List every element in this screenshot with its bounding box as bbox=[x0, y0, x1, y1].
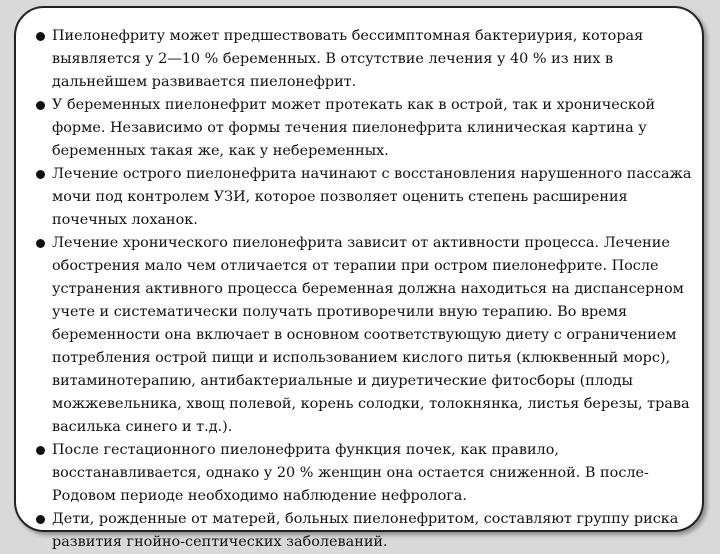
paragraph-text: Пиелонефриту может предшествовать бессимптомная бактериурия, которая выявляется у 2—10 % беременных. В отсутствие лечения у 40 % из них в дальнейшем развивается пиелонефрит. bbox=[52, 28, 644, 90]
bullet-dot-icon bbox=[36, 170, 45, 179]
paragraph-text: У беременных пиелонефрит может протекать как в острой, так и хронической форме. Независимо от формы течения пиелонефрита клиническая картина у беременных такая же, как у небеременных. bbox=[52, 97, 656, 159]
bullet-paragraph-1 bbox=[36, 25, 704, 94]
bullet-dot-icon bbox=[36, 446, 45, 455]
paragraph-text: Лечение хронического пиелонефрита зависит от активности процесса. Лечение обострения мало чем отличается от терапии при остром пиелонефрите. После устранения активного процесса беременная должна находиться на диспансерном учете и систематически получать противоречили вную терапию. Во время беременности она включает в основном соответствующую диету с ограничением потребления острой пищи и использованием кислого питья (клюквенный морс), витаминотерапию, антибактериальные и диуретические фитосборы (плоды можжевельника, хвощ полевой, корень солодки, толокнянка, листья березы, трава василька синего и т.д.). bbox=[52, 235, 690, 435]
bullet-paragraph-3 bbox=[36, 163, 704, 232]
slide-content bbox=[36, 25, 704, 550]
bullet-paragraph-5 bbox=[36, 439, 704, 508]
bullet-dot-icon bbox=[36, 101, 45, 110]
bullet-paragraph-6 bbox=[36, 508, 704, 554]
bullet-dot-icon bbox=[36, 32, 45, 41]
bullet-dot-icon bbox=[36, 515, 45, 524]
bullet-dot-icon bbox=[36, 239, 45, 248]
paragraph-text: После гестационного пиелонефрита функция почек, как правило, восстанавливается, однако у 20 % женщин она остается сниженной. В после-Родовом периоде необходимо наблюдение нефролога. bbox=[52, 442, 649, 504]
slide-card bbox=[14, 6, 704, 550]
bullet-paragraph-4 bbox=[36, 232, 704, 439]
paragraph-text: Дети, рожденные от матерей, больных пиелонефритом, составляют группу риска развития гнойно-септических заболеваний. bbox=[52, 511, 679, 550]
paragraph-text: Лечение острого пиелонефрита начинают с восстановления нарушенного пассажа мочи под контролем УЗИ, которое позволяет оценить степень расширения почечных лоханок. bbox=[52, 166, 692, 228]
bullet-paragraph-2 bbox=[36, 94, 704, 163]
